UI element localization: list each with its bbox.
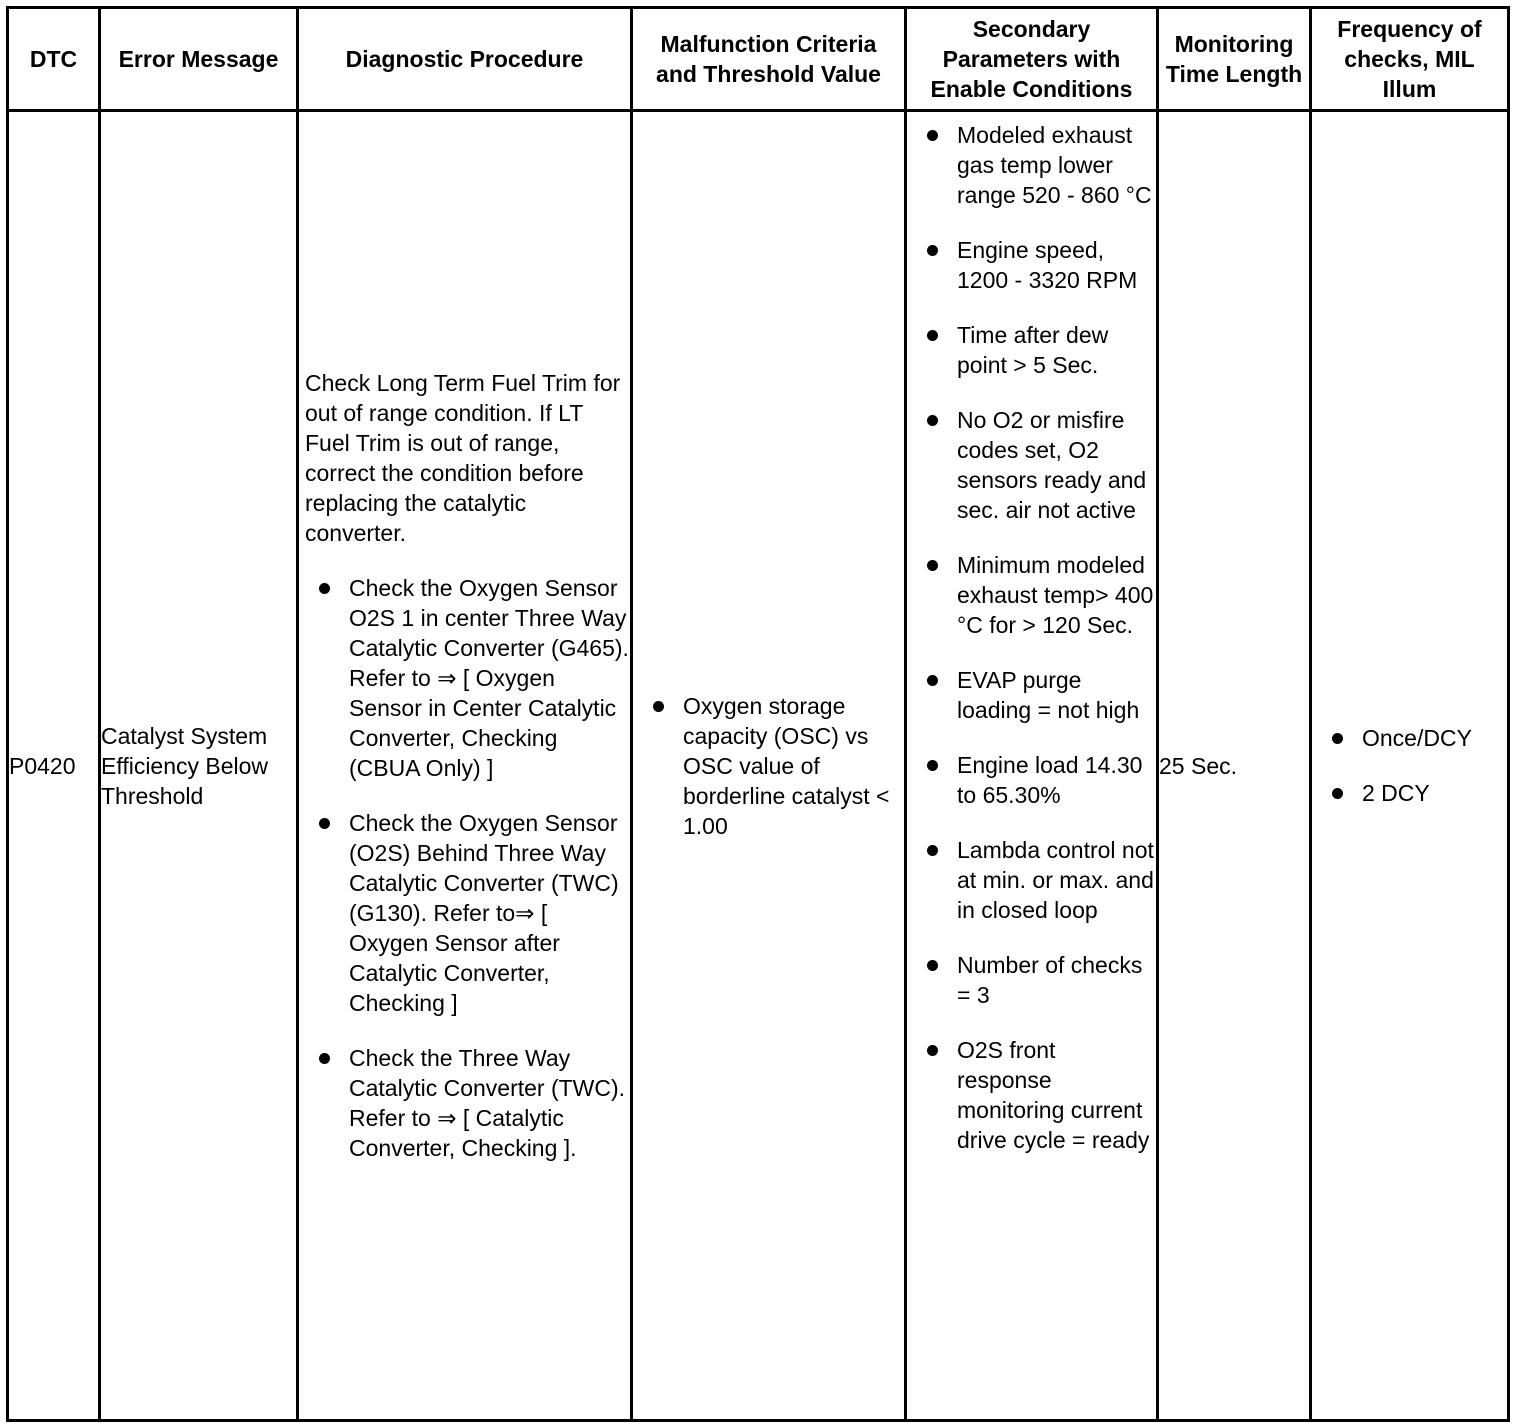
malfunction-list <box>633 691 904 841</box>
header-diagnostic-procedure: Diagnostic Procedure <box>298 8 632 111</box>
header-secondary-parameters: Secondary Parameters with Enable Conditions <box>906 8 1158 111</box>
procedure-step: Check the Oxygen Sensor O2S 1 in center Three Way Catalytic Converter (G465). Refer to ⇒ [ Oxygen Sensor in Center Catalytic Converter, Checking (CBUA Only) ] <box>299 573 630 783</box>
procedure-intro: Check Long Term Fuel Trim for out of range condition. If LT Fuel Trim is out of range, correct the condition before replacing the catalytic converter. <box>305 370 621 546</box>
procedure-step: Check the Three Way Catalytic Converter (TWC). Refer to ⇒ [ Catalytic Converter, Checking ]. <box>299 1043 630 1163</box>
header-dtc: DTC <box>8 8 100 111</box>
monitoring-time: 25 Sec. <box>1158 111 1311 1421</box>
secondary-parameter: Minimum modeled exhaust temp> 400 °C for > 120 Sec. <box>907 550 1156 640</box>
frequency-list <box>1312 723 1507 808</box>
secondary-parameter: Engine speed, 1200 - 3320 RPM <box>907 235 1156 295</box>
secondary-parameter: Number of checks = 3 <box>907 950 1156 1010</box>
error-message: Catalyst System Efficiency Below Threshold <box>100 111 298 1421</box>
dtc-table <box>6 6 1510 1422</box>
secondary-parameter: Engine load 14.30 to 65.30% <box>907 750 1156 810</box>
secondary-parameters <box>906 111 1158 1421</box>
secondary-parameter: Lambda control not at min. or max. and in closed loop <box>907 835 1156 925</box>
dtc-code: P0420 <box>8 111 100 1421</box>
malfunction-item: Oxygen storage capacity (OSC) vs OSC value of borderline catalyst < 1.00 <box>633 691 904 841</box>
secondary-parameter-list <box>907 120 1156 1155</box>
secondary-parameter: No O2 or misfire codes set, O2 sensors ready and sec. air not active <box>907 405 1156 525</box>
malfunction-criteria <box>632 111 906 1421</box>
secondary-parameter: Time after dew point > 5 Sec. <box>907 320 1156 380</box>
secondary-parameter: O2S front response monitoring current drive cycle = ready <box>907 1035 1156 1155</box>
frequency-item: 2 DCY <box>1312 778 1507 808</box>
diagnostic-procedure <box>298 111 632 1421</box>
header-malfunction-criteria: Malfunction Criteria and Threshold Value <box>632 8 906 111</box>
table-row <box>8 111 1509 1421</box>
header-monitoring-time: Monitoring Time Length <box>1158 8 1311 111</box>
header-frequency: Frequency of checks, MIL Illum <box>1311 8 1509 111</box>
procedure-step: Check the Oxygen Sensor (O2S) Behind Three Way Catalytic Converter (TWC) (G130). Refer to⇒ [ Oxygen Sensor after Catalytic Converter, Checking ] <box>299 808 630 1018</box>
header-error-message: Error Message <box>100 8 298 111</box>
secondary-parameter: EVAP purge loading = not high <box>907 665 1156 725</box>
procedure-steps <box>299 573 630 1163</box>
secondary-parameter: Modeled exhaust gas temp lower range 520 - 860 °C <box>907 120 1156 210</box>
header-row <box>8 8 1509 111</box>
frequency-item: Once/DCY <box>1312 723 1507 753</box>
frequency <box>1311 111 1509 1421</box>
